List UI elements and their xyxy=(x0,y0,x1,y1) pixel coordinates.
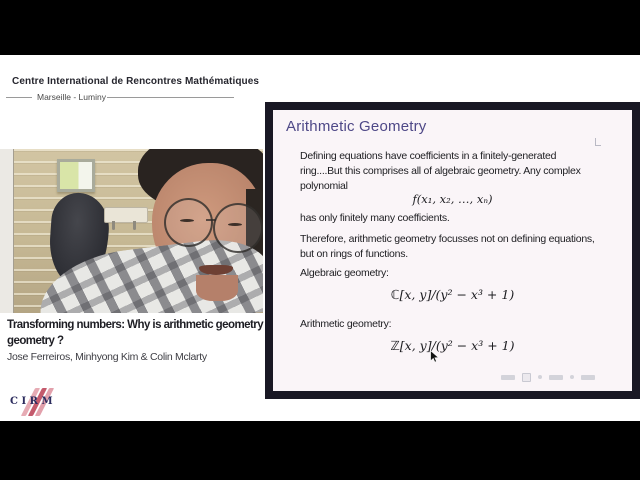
cirm-header-title: Centre International de Rencontres Mathématiques xyxy=(12,76,260,87)
talk-authors: Jose Ferreiros, Minhyong Kim & Colin Mclarty xyxy=(7,351,207,363)
speaker-right-eye xyxy=(228,223,242,226)
nav-dot-icon[interactable] xyxy=(570,375,574,379)
speaker-webcam-pane xyxy=(0,149,263,313)
coat-hook xyxy=(133,221,136,230)
complex-ring-formula: ℂ[x, y]/(y² − x³ + 1) xyxy=(390,287,515,302)
window xyxy=(57,159,95,192)
cirm-logo-text: CIRM xyxy=(10,396,57,407)
beamer-nav-bar[interactable] xyxy=(501,373,627,381)
presentation-slide xyxy=(265,102,640,399)
arithmetic-geometry-label: Arithmetic geometry: xyxy=(300,318,392,330)
speaker-left-eye xyxy=(180,219,194,222)
coat-hook xyxy=(112,221,115,230)
speaker-neck xyxy=(196,275,238,301)
nav-prev-icon[interactable] xyxy=(501,375,515,380)
slide-paragraph2: has only finitely many coefficients. xyxy=(300,212,450,224)
cirm-logo xyxy=(6,387,58,419)
glasses-left-lens xyxy=(164,198,213,247)
slide-paragraph3-line1: Therefore, arithmetic geometry focusses not on defining equations, xyxy=(300,233,595,245)
slide-paragraph3-line2: but on rings of functions. xyxy=(300,248,408,260)
letterbox-bottom-bar xyxy=(0,421,640,480)
slide-paragraph1-line3: polynomial xyxy=(300,180,348,192)
glasses-right-lens xyxy=(213,203,263,253)
slide-paragraph1-line2: ring....But this comprises all of algebraic geometry. Any complex xyxy=(300,165,581,177)
nav-section-icon[interactable] xyxy=(549,375,563,380)
glasses-bridge xyxy=(206,219,216,221)
header-divider-right xyxy=(107,97,234,98)
nav-frame-icon[interactable] xyxy=(522,373,531,382)
pointer-ghost-icon xyxy=(595,138,601,146)
mouse-cursor-icon xyxy=(430,350,440,368)
nav-dot-icon[interactable] xyxy=(538,375,542,379)
cirm-header-subtitle: Marseille - Luminy xyxy=(37,92,106,102)
polynomial-formula: f(x₁, x₂, …, xₙ) xyxy=(412,192,493,206)
talk-title-line2: geometry ? xyxy=(7,335,64,347)
slide-title: Arithmetic Geometry xyxy=(286,118,427,135)
door-edge xyxy=(0,149,14,313)
integer-ring-formula: ℤ[x, y]/(y² − x³ + 1) xyxy=(390,338,515,353)
header-divider-left xyxy=(6,97,32,98)
letterbox-top-bar xyxy=(0,0,640,55)
talk-title-line1: Transforming numbers: Why is arithmetic geometry xyxy=(7,319,264,331)
slide-paragraph1-line1: Defining equations have coefficients in a finitely-generated xyxy=(300,150,557,162)
coat-rack xyxy=(104,207,148,223)
algebraic-geometry-label: Algebraic geometry: xyxy=(300,267,389,279)
nav-next-icon[interactable] xyxy=(581,375,595,380)
